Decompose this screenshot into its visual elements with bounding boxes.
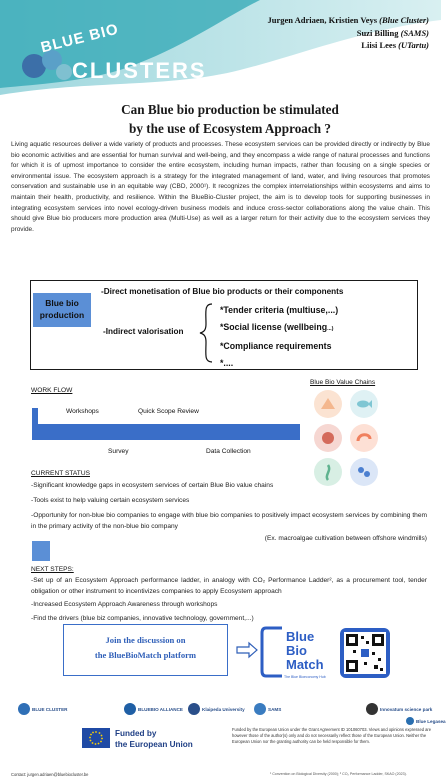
quick-scope-label: Quick Scope Review [138,408,199,415]
data-collection-label: Data Collection [206,448,251,455]
survey-label: Survey [108,448,129,455]
status-item: -Opportunity for non-blue bio companies to engage with blue bio companies to positively impact ecosystem services by combining them in the primary activity of the non-blue bio company [31,512,427,530]
status-marker [32,541,50,561]
page-title: Can Blue bio production be stimulated by the use of Ecosystem Approach ? [121,102,339,136]
partner-logo: Klaipeda University [188,698,245,720]
fish-icon [350,390,378,418]
join-line-1: Join the discussion on [105,635,186,645]
partner-logo: BLUE CLUSTER [18,698,67,720]
next-step-item: -Set up of an Ecosystem Approach performance ladder, in analogy with CO₂ Performance Ladder², as a procurement tool, tender obligation or other instrument to incentivizes companies to apply Ecosystem approach [31,577,427,595]
arrow-right-icon [236,642,258,658]
value-chain-icons [312,390,382,490]
contact-info: Contact: jurgen.adriaen@bluebiocluster.be [11,772,89,777]
join-discussion-box[interactable] [63,624,228,676]
next-step-item: -Increased Ecosystem Approach Awareness through workshops [31,601,218,608]
current-status-heading: CURRENT STATUS [31,470,90,477]
eu-disclaimer: Funded by the European Union under the Grant Agreement ID 101060703. Views and opinions expressed are however those of the author(s) only and do not necessarily reflect those of the European Union. Neither the European Union nor the granting authority can be held responsible for them. [232,727,432,744]
author-line-1: Jurgen Adriaen, Kristien Veys (Blue Cluster) [267,15,429,25]
bluebiomatch-subtitle: The Blue Bioeconomy Hub [284,675,326,679]
partner-logo: SAMS [254,698,281,720]
blue-bio-production-label: Blue bio production [33,293,91,327]
logo-text-top: BLUE BIO [39,20,121,57]
partner-logo: BLUEBIO ALLIANCE [124,698,183,720]
partner-logos [14,698,446,724]
workshops-label: Workshops [66,408,99,415]
criteria-item: *Compliance requirements [220,341,332,351]
footnote: ¹ Convention on Biological Diversity (2000); ² CO₂ Performance Ladder, SKAO (2023). [270,772,407,776]
qr-code[interactable] [340,628,390,678]
algae-icon [314,424,342,452]
criteria-list [220,302,338,372]
funded-by-eu: Funded by the European Union [115,729,193,749]
shrimp-icon [350,424,378,452]
author-line-2: Suzi Billing (SAMS) [356,27,429,38]
value-chains-heading: Blue Bio Value Chains [310,379,376,386]
bluebiomatch-bracket-icon [260,626,284,678]
eu-flag-icon [82,728,110,748]
criteria-item: *Tender criteria (multiuse,...) [220,305,339,315]
bluebiomatch-logo[interactable]: Blue Bio Match [286,629,324,672]
criteria-item: *Social license (wellbeing...) [220,322,334,332]
status-item: -Tools exist to help valuing certain ecosystem services [31,497,190,504]
intro-paragraph: Living aquatic resources deliver a wide variety of products and processes. These ecosystem services can be provided directly or indirectly by Blue bio economic activities and are essential for human survival and well-being, and they encompass a wide range of natural processes and functions for which it is of upmost importance to consider the entire ecosystem, including human impacts, rather than focusing on a single species or environmental issue. The ecosystem approach is a strategy for the integrated management of land, water, and living resources that promotes conservation and sustainable use in an equitable way (CBD, 2000¹). It recognizes the complex interrelationships within ecosystems and aims to maintain their health, productivity, and resilience. Within the BlueBio-Cluster project, the aim is to develop tools for supporting businesses in integrating ecosystem services into novel ecology-driven business models and induce cross-sector collaborations along the value chain. This should give Blue bio producers more production area (Multi-Use) as well as a larger return for their activity due to the ecosystem services they provide. [11,141,430,233]
next-steps-heading: NEXT STEPS: [31,566,74,573]
workflow-heading: WORK FLOW [31,387,73,394]
indirect-valorisation: -Indirect valorisation [103,327,184,336]
partner-logo: Innovatum science park [366,698,432,720]
brace-icon [198,302,214,364]
logo-text-bottom: CLUSTERS [72,58,207,83]
authors [169,14,429,52]
author-line-3: Liisi Lees (UTartu) [361,40,429,50]
join-line-2: the BlueBioMatch platform [94,650,197,660]
status-item: -Significant knowledge gaps in ecosystem services of certain Blue Bio value chains [31,482,274,489]
direct-monetisation: -Direct monetisation of Blue bio products or their components [101,287,344,296]
status-example: (Ex. macroalgae cultivation between offshore windmills) [264,535,427,542]
next-step-item: -Find the drivers (blue biz companies, innovative technology, government,...) [31,615,254,622]
partner-logo: Blue Legasea [406,710,446,732]
shell-icon [314,390,342,418]
criteria-item: *.... [220,358,234,368]
